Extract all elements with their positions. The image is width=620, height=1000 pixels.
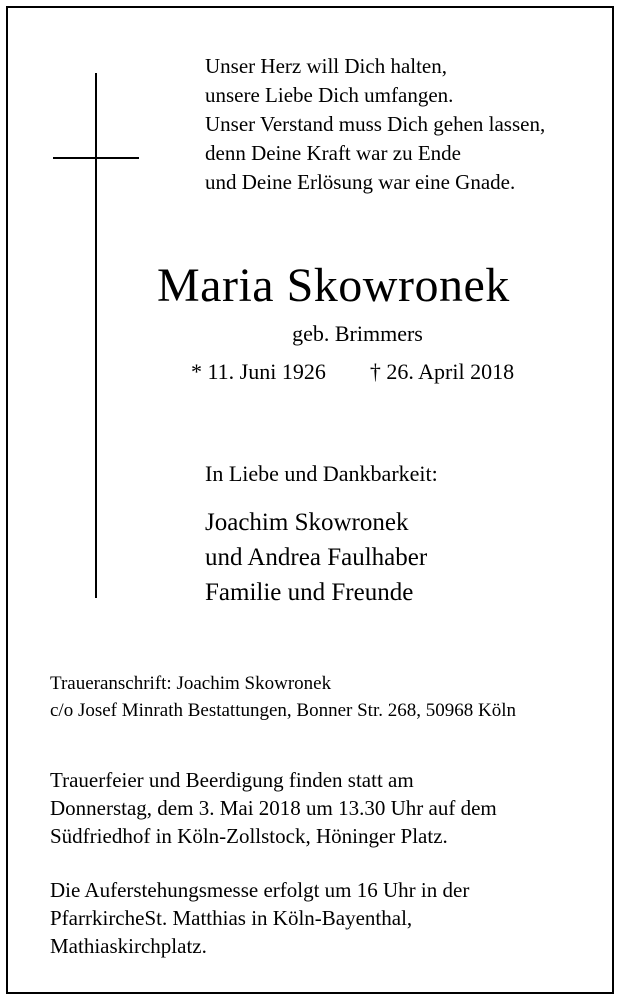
mourning-address	[50, 670, 516, 724]
memorial-verse	[205, 52, 545, 197]
address-line: Traueranschrift: Joachim Skowronek	[50, 673, 332, 694]
verse-line: denn Deine Kraft war zu Ende	[205, 141, 461, 165]
ceremony-line: Trauerfeier und Beerdigung finden statt am	[50, 768, 414, 792]
ceremony-line: Südfriedhof in Köln-Zollstock, Höninger Platz.	[50, 824, 448, 848]
mass-line: PfarrkircheSt. Matthias in Köln-Bayenthal,	[50, 906, 413, 930]
mourners-list	[205, 505, 427, 610]
mourner-line: und Andrea Faulhaber	[205, 544, 428, 571]
ceremony-line: Donnerstag, dem 3. Mai 2018 um 13.30 Uhr auf dem	[50, 796, 497, 820]
mass-line: Die Auferstehungsmesse erfolgt um 16 Uhr in der	[50, 878, 470, 902]
deceased-name: Maria Skowronek	[157, 259, 510, 312]
cross-horizontal-bar	[53, 157, 139, 159]
mourner-line: Joachim Skowronek	[205, 509, 409, 536]
verse-line: Unser Herz will Dich halten,	[205, 54, 448, 78]
death-date: † 26. April 2018	[369, 359, 515, 384]
birth-date: * 11. Juni 1926	[191, 359, 326, 384]
mass-line: Mathiaskirchplatz.	[50, 934, 207, 958]
resurrection-mass-info	[50, 876, 469, 960]
life-dates	[191, 358, 514, 386]
gratitude-heading: In Liebe und Dankbarkeit:	[205, 461, 438, 486]
birth-name: geb. Brimmers	[292, 321, 423, 346]
address-line: c/o Josef Minrath Bestattungen, Bonner Str. 268, 50968 Köln	[50, 700, 516, 721]
mourner-line: Familie und Freunde	[205, 579, 414, 606]
verse-line: und Deine Erlösung war eine Gnade.	[205, 170, 516, 194]
verse-line: unsere Liebe Dich umfangen.	[205, 83, 454, 107]
verse-line: Unser Verstand muss Dich gehen lassen,	[205, 112, 546, 136]
funeral-ceremony-info	[50, 766, 497, 850]
